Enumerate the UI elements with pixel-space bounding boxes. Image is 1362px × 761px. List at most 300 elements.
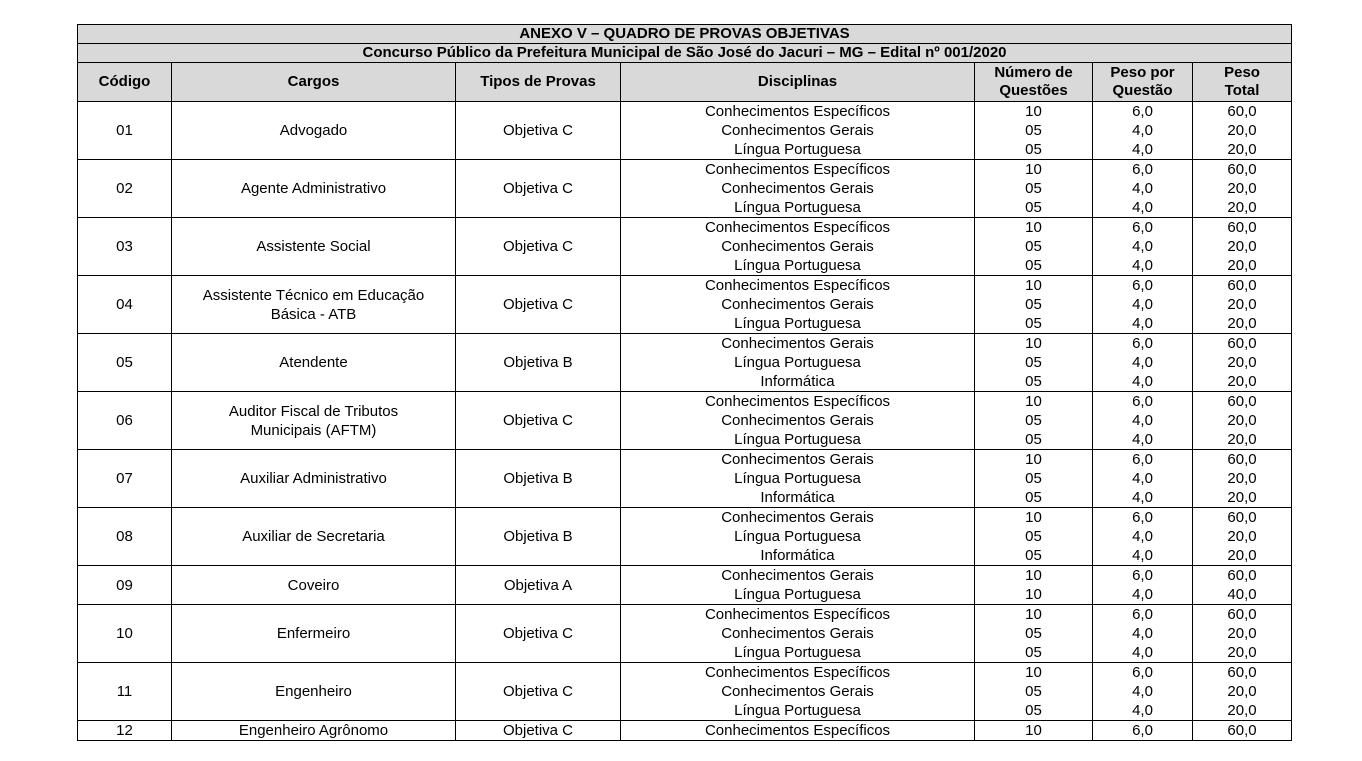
- cell-total-value: 20,0: [1227, 528, 1257, 545]
- cell-peso-value: 6,0: [1132, 393, 1153, 410]
- cell-disciplina: [621, 102, 975, 160]
- cell-peso: [1093, 508, 1193, 566]
- cell-numero-value: 05: [1025, 141, 1042, 158]
- cell-numero-lines: [975, 663, 1092, 720]
- cell-peso-value: 6,0: [1132, 567, 1153, 584]
- cargo-line: Auxiliar Administrativo: [240, 470, 387, 487]
- cell-peso-value: 4,0: [1132, 354, 1153, 371]
- cell-codigo: 02: [78, 160, 172, 218]
- cell-disciplina-value: Conhecimentos Específicos: [704, 103, 891, 120]
- cell-numero: [975, 566, 1093, 605]
- document-page: [77, 24, 1291, 741]
- cell-numero-value: 05: [1025, 489, 1042, 506]
- header-codigo: Código: [78, 63, 172, 102]
- cell-cargo: [172, 663, 456, 721]
- cell-total: [1193, 102, 1292, 160]
- cell-peso-value: 4,0: [1132, 489, 1153, 506]
- cell-disciplina-value: Conhecimentos Gerais: [721, 180, 874, 197]
- cell-numero-lines: [975, 605, 1092, 662]
- cell-peso-value: 4,0: [1132, 122, 1153, 139]
- cell-disciplina-value: Língua Portuguesa: [734, 431, 861, 448]
- cell-peso-value: 6,0: [1132, 161, 1153, 178]
- cell-peso-value: 4,0: [1132, 315, 1153, 332]
- cell-tipo: Objetiva C: [456, 663, 621, 721]
- cell-disciplina-value: Língua Portuguesa: [734, 199, 861, 216]
- cell-numero: [975, 450, 1093, 508]
- cell-peso: [1093, 276, 1193, 334]
- cell-tipo: Objetiva C: [456, 276, 621, 334]
- cell-total: [1193, 392, 1292, 450]
- cargo-line: Atendente: [279, 354, 348, 371]
- table-row: [78, 218, 1292, 276]
- cell-peso-lines: [1093, 450, 1192, 507]
- cell-numero-value: 10: [1025, 219, 1042, 236]
- cell-disciplina-value: Língua Portuguesa: [734, 257, 861, 274]
- cell-numero: [975, 218, 1093, 276]
- cell-total-lines: [1193, 450, 1291, 507]
- cell-numero-value: 05: [1025, 257, 1042, 274]
- cell-disciplina-value: Língua Portuguesa: [734, 470, 861, 487]
- cell-numero-value: 10: [1025, 664, 1042, 681]
- table-row: [78, 508, 1292, 566]
- cargo-line: Enfermeiro: [276, 625, 351, 642]
- cell-peso-value: 4,0: [1132, 683, 1153, 700]
- cell-total-value: 60,0: [1227, 567, 1257, 584]
- table-row: [78, 334, 1292, 392]
- cell-disciplina: [621, 450, 975, 508]
- cell-numero-lines: [975, 276, 1092, 333]
- cell-total-value: 20,0: [1227, 489, 1257, 506]
- cell-total: [1193, 450, 1292, 508]
- cell-disciplina-value: Conhecimentos Específicos: [704, 393, 891, 410]
- cell-numero-value: 05: [1025, 625, 1042, 642]
- cell-disciplina-lines: [621, 721, 974, 740]
- header-peso-questao: [1093, 63, 1193, 102]
- cell-total-lines: [1193, 102, 1291, 159]
- cell-tipo: Objetiva B: [456, 334, 621, 392]
- cargo-line: Engenheiro: [275, 683, 352, 700]
- cell-cargo: [172, 508, 456, 566]
- cell-numero-value: 05: [1025, 547, 1042, 564]
- cell-codigo: 04: [78, 276, 172, 334]
- cell-total-value: 60,0: [1227, 103, 1257, 120]
- cell-total: [1193, 663, 1292, 721]
- cell-numero-value: 10: [1025, 335, 1042, 352]
- cell-cargo: [172, 218, 456, 276]
- cell-tipo: Objetiva C: [456, 218, 621, 276]
- cell-disciplina-value: Conhecimentos Específicos: [704, 219, 891, 236]
- cell-disciplina-value: Língua Portuguesa: [734, 644, 861, 661]
- cell-total-value: 20,0: [1227, 257, 1257, 274]
- cell-disciplina-value: Língua Portuguesa: [734, 141, 861, 158]
- header-numero-line2: Questões: [999, 82, 1068, 99]
- header-tipos: Tipos de Provas: [456, 63, 621, 102]
- table-title: ANEXO V – QUADRO DE PROVAS OBJETIVAS: [78, 25, 1292, 44]
- cell-peso-value: 4,0: [1132, 296, 1153, 313]
- cell-disciplina-value: Conhecimentos Gerais: [721, 238, 874, 255]
- cell-total-lines: [1193, 160, 1291, 217]
- cell-cargo: [172, 721, 456, 741]
- cell-cargo: [172, 334, 456, 392]
- cell-disciplina-value: Língua Portuguesa: [734, 315, 861, 332]
- cell-tipo: Objetiva A: [456, 566, 621, 605]
- header-numero-line1: Número de: [994, 64, 1073, 81]
- cell-numero: [975, 721, 1093, 741]
- cell-peso-value: 4,0: [1132, 180, 1153, 197]
- cargo-line: Assistente Social: [256, 238, 371, 255]
- cell-total-value: 20,0: [1227, 315, 1257, 332]
- cell-peso: [1093, 721, 1193, 741]
- cell-disciplina-lines: [621, 276, 974, 333]
- table-row: [78, 160, 1292, 218]
- cell-peso: [1093, 663, 1193, 721]
- cell-cargo: [172, 566, 456, 605]
- cell-total: [1193, 334, 1292, 392]
- cell-numero-value: 05: [1025, 122, 1042, 139]
- cell-total-value: 20,0: [1227, 141, 1257, 158]
- cell-total-value: 60,0: [1227, 451, 1257, 468]
- cell-numero-value: 10: [1025, 722, 1042, 739]
- header-peso-line1: Peso por: [1110, 64, 1175, 81]
- cell-numero-value: 05: [1025, 296, 1042, 313]
- cargo-line: Auxiliar de Secretaria: [242, 528, 385, 545]
- cell-peso-value: 6,0: [1132, 219, 1153, 236]
- cell-numero-value: 05: [1025, 412, 1042, 429]
- cell-peso: [1093, 160, 1193, 218]
- cell-peso-value: 6,0: [1132, 722, 1153, 739]
- cell-disciplina-value: Língua Portuguesa: [734, 528, 861, 545]
- cell-total-value: 20,0: [1227, 373, 1257, 390]
- cell-cargo: [172, 276, 456, 334]
- cell-numero-value: 10: [1025, 393, 1042, 410]
- cell-peso-lines: [1093, 160, 1192, 217]
- cell-numero-value: 05: [1025, 702, 1042, 719]
- cell-total-value: 20,0: [1227, 122, 1257, 139]
- cell-peso: [1093, 605, 1193, 663]
- cell-disciplina: [621, 566, 975, 605]
- table-row: [78, 663, 1292, 721]
- cell-numero-value: 05: [1025, 528, 1042, 545]
- cell-peso: [1093, 450, 1193, 508]
- cell-total-lines: [1193, 605, 1291, 662]
- cell-disciplina-value: Conhecimentos Específicos: [704, 277, 891, 294]
- cargo-line: Auditor Fiscal de Tributos: [228, 402, 399, 420]
- cell-disciplina-lines: [621, 605, 974, 662]
- cell-total-value: 60,0: [1227, 393, 1257, 410]
- cell-disciplina-value: Conhecimentos Gerais: [721, 509, 874, 526]
- cell-total-lines: [1193, 276, 1291, 333]
- cell-disciplina-value: Conhecimentos Gerais: [721, 296, 874, 313]
- table-subtitle: Concurso Público da Prefeitura Municipal de São José do Jacuri – MG – Edital nº 001/2020: [78, 44, 1292, 63]
- cell-peso-value: 4,0: [1132, 412, 1153, 429]
- header-disciplinas: Disciplinas: [621, 63, 975, 102]
- cell-total-lines: [1193, 218, 1291, 275]
- cell-disciplina-value: Conhecimentos Gerais: [721, 122, 874, 139]
- cell-peso-lines: [1093, 334, 1192, 391]
- cell-peso-lines: [1093, 663, 1192, 720]
- cell-peso-value: 6,0: [1132, 335, 1153, 352]
- cell-peso-value: 4,0: [1132, 238, 1153, 255]
- cell-total: [1193, 508, 1292, 566]
- cell-disciplina-lines: [621, 566, 974, 604]
- cell-numero-value: 05: [1025, 431, 1042, 448]
- cell-total-value: 60,0: [1227, 161, 1257, 178]
- cell-total-value: 20,0: [1227, 199, 1257, 216]
- cell-total-value: 20,0: [1227, 238, 1257, 255]
- cell-disciplina-value: Conhecimentos Gerais: [721, 567, 874, 584]
- table-row: [78, 605, 1292, 663]
- cell-numero-lines: [975, 508, 1092, 565]
- cell-total-value: 20,0: [1227, 412, 1257, 429]
- cell-peso-lines: [1093, 605, 1192, 662]
- cell-disciplina: [621, 392, 975, 450]
- table-row: [78, 276, 1292, 334]
- cell-numero-value: 05: [1025, 683, 1042, 700]
- cell-disciplina-lines: [621, 663, 974, 720]
- cell-disciplina: [621, 160, 975, 218]
- cell-disciplina-value: Informática: [760, 373, 835, 390]
- cargo-line: Coveiro: [287, 576, 340, 594]
- cell-disciplina-lines: [621, 218, 974, 275]
- cell-numero: [975, 102, 1093, 160]
- cell-total-value: 20,0: [1227, 547, 1257, 564]
- header-numero-questoes: [975, 63, 1093, 102]
- header-total-line2: Total: [1224, 82, 1260, 99]
- cell-numero: [975, 334, 1093, 392]
- cell-peso-lines: [1093, 508, 1192, 565]
- cell-numero: [975, 663, 1093, 721]
- cell-numero-value: 10: [1025, 161, 1042, 178]
- cell-total-lines: [1193, 663, 1291, 720]
- cell-numero-value: 10: [1025, 277, 1042, 294]
- cell-tipo: Objetiva B: [456, 508, 621, 566]
- cell-codigo: 07: [78, 450, 172, 508]
- cell-total: [1193, 721, 1292, 741]
- cell-total-value: 20,0: [1227, 625, 1257, 642]
- cell-total: [1193, 160, 1292, 218]
- cell-peso-lines: [1093, 721, 1192, 740]
- cell-numero-lines: [975, 218, 1092, 275]
- header-total-line1: Peso: [1224, 64, 1260, 81]
- header-cargos: Cargos: [172, 63, 456, 102]
- cell-disciplina: [621, 334, 975, 392]
- cell-cargo: [172, 605, 456, 663]
- cell-disciplina-value: Conhecimentos Específicos: [704, 606, 891, 623]
- cargo-line: Básica - ATB: [270, 305, 357, 323]
- table-row: [78, 392, 1292, 450]
- cell-total-lines: [1193, 392, 1291, 449]
- cell-peso: [1093, 218, 1193, 276]
- cell-peso-value: 4,0: [1132, 586, 1153, 603]
- cell-tipo: Objetiva C: [456, 392, 621, 450]
- cell-peso-value: 6,0: [1132, 664, 1153, 681]
- cell-numero-lines: [975, 160, 1092, 217]
- cell-tipo: Objetiva C: [456, 605, 621, 663]
- cell-total-value: 60,0: [1227, 606, 1257, 623]
- cell-disciplina: [621, 721, 975, 741]
- cell-peso-value: 4,0: [1132, 528, 1153, 545]
- cell-peso-value: 4,0: [1132, 702, 1153, 719]
- cell-total-value: 20,0: [1227, 470, 1257, 487]
- cell-codigo: 08: [78, 508, 172, 566]
- cell-total-value: 20,0: [1227, 296, 1257, 313]
- cell-total-value: 20,0: [1227, 431, 1257, 448]
- cell-total-value: 60,0: [1227, 722, 1257, 739]
- cell-peso-value: 4,0: [1132, 141, 1153, 158]
- cargo-line: Advogado: [279, 122, 348, 139]
- cell-total: [1193, 218, 1292, 276]
- cell-numero-value: 05: [1025, 238, 1042, 255]
- cargo-line: Municipais (AFTM): [250, 421, 377, 439]
- cell-total: [1193, 605, 1292, 663]
- cell-numero: [975, 276, 1093, 334]
- cell-peso: [1093, 334, 1193, 392]
- cell-codigo: 11: [78, 663, 172, 721]
- cell-peso-value: 6,0: [1132, 606, 1153, 623]
- cell-tipo: Objetiva C: [456, 102, 621, 160]
- cell-disciplina-lines: [621, 508, 974, 565]
- cell-codigo: 03: [78, 218, 172, 276]
- cell-disciplina-value: Conhecimentos Gerais: [721, 412, 874, 429]
- cell-disciplina-value: Informática: [760, 489, 835, 506]
- cell-codigo: 01: [78, 102, 172, 160]
- cell-disciplina-lines: [621, 392, 974, 449]
- cell-codigo: 10: [78, 605, 172, 663]
- cell-peso: [1093, 102, 1193, 160]
- cell-total-value: 20,0: [1227, 702, 1257, 719]
- cell-peso-value: 4,0: [1132, 431, 1153, 448]
- cell-numero-value: 05: [1025, 180, 1042, 197]
- cell-disciplina-value: Conhecimentos Específicos: [704, 161, 891, 178]
- cell-numero: [975, 160, 1093, 218]
- cell-peso-lines: [1093, 102, 1192, 159]
- cell-numero-value: 10: [1025, 606, 1042, 623]
- table-body: [78, 102, 1292, 741]
- cell-peso-value: 4,0: [1132, 625, 1153, 642]
- cell-peso-value: 6,0: [1132, 277, 1153, 294]
- cell-peso: [1093, 566, 1193, 605]
- cell-numero-value: 05: [1025, 199, 1042, 216]
- cell-total-value: 20,0: [1227, 683, 1257, 700]
- cell-total-lines: [1193, 334, 1291, 391]
- table-row: [78, 566, 1292, 605]
- cell-total-value: 20,0: [1227, 354, 1257, 371]
- cell-numero-value: 05: [1025, 470, 1042, 487]
- cell-numero: [975, 508, 1093, 566]
- cell-codigo: 09: [78, 566, 172, 605]
- cell-tipo: Objetiva B: [456, 450, 621, 508]
- cell-disciplina-lines: [621, 334, 974, 391]
- cell-disciplina-value: Conhecimentos Gerais: [721, 451, 874, 468]
- cell-numero-value: 05: [1025, 373, 1042, 390]
- cell-disciplina-value: Conhecimentos Específicos: [704, 664, 891, 681]
- cell-numero: [975, 392, 1093, 450]
- cell-numero-value: 05: [1025, 644, 1042, 661]
- table-row: [78, 721, 1292, 741]
- cell-total-value: 60,0: [1227, 219, 1257, 236]
- cell-numero-lines: [975, 102, 1092, 159]
- cell-peso-value: 6,0: [1132, 451, 1153, 468]
- cell-peso-value: 4,0: [1132, 257, 1153, 274]
- cell-numero-value: 05: [1025, 315, 1042, 332]
- cell-numero-value: 10: [1025, 509, 1042, 526]
- cell-numero-value: 10: [1025, 103, 1042, 120]
- cell-peso-value: 4,0: [1132, 373, 1153, 390]
- cell-total-lines: [1193, 721, 1291, 740]
- cargo-line: Engenheiro Agrônomo: [238, 722, 389, 739]
- cell-numero-lines: [975, 721, 1092, 740]
- cell-total-value: 20,0: [1227, 180, 1257, 197]
- cell-peso: [1093, 392, 1193, 450]
- cell-peso-value: 4,0: [1132, 644, 1153, 661]
- cell-peso-value: 6,0: [1132, 509, 1153, 526]
- cell-numero: [975, 605, 1093, 663]
- table-row: [78, 102, 1292, 160]
- cell-disciplina-value: Conhecimentos Específicos: [704, 722, 891, 739]
- cell-disciplina: [621, 663, 975, 721]
- cargo-line: Agente Administrativo: [240, 180, 387, 197]
- table-row: [78, 450, 1292, 508]
- cell-peso-value: 4,0: [1132, 470, 1153, 487]
- cell-total-lines: [1193, 508, 1291, 565]
- cargo-line: Assistente Técnico em Educação: [202, 286, 425, 304]
- cell-codigo: 06: [78, 392, 172, 450]
- cell-numero-value: 10: [1025, 586, 1042, 603]
- cell-peso-lines: [1093, 566, 1192, 604]
- cell-disciplina-lines: [621, 160, 974, 217]
- cell-disciplina: [621, 276, 975, 334]
- cell-peso-lines: [1093, 276, 1192, 333]
- cell-disciplina-value: Informática: [760, 547, 835, 564]
- cell-total-value: 60,0: [1227, 664, 1257, 681]
- cell-disciplina-value: Conhecimentos Gerais: [721, 335, 874, 352]
- cell-cargo: [172, 450, 456, 508]
- header-peso-line2: Questão: [1112, 82, 1173, 99]
- cell-peso-value: 4,0: [1132, 547, 1153, 564]
- cell-numero-lines: [975, 450, 1092, 507]
- cell-total: [1193, 276, 1292, 334]
- cell-numero-value: 05: [1025, 354, 1042, 371]
- cell-disciplina-value: Língua Portuguesa: [734, 354, 861, 371]
- cell-peso-lines: [1093, 218, 1192, 275]
- cell-total-value: 60,0: [1227, 509, 1257, 526]
- cell-peso-value: 4,0: [1132, 199, 1153, 216]
- cell-numero-lines: [975, 566, 1092, 604]
- cell-total-value: 60,0: [1227, 277, 1257, 294]
- cell-tipo: Objetiva C: [456, 160, 621, 218]
- cell-cargo: [172, 160, 456, 218]
- cell-disciplina-value: Língua Portuguesa: [734, 586, 861, 603]
- cell-cargo: [172, 392, 456, 450]
- cell-disciplina: [621, 218, 975, 276]
- cell-codigo: 12: [78, 721, 172, 741]
- cell-total-value: 60,0: [1227, 335, 1257, 352]
- cell-cargo: [172, 102, 456, 160]
- cell-disciplina-lines: [621, 450, 974, 507]
- cell-numero-lines: [975, 392, 1092, 449]
- header-peso-total: [1193, 63, 1292, 102]
- cell-tipo: Objetiva C: [456, 721, 621, 741]
- cell-total-lines: [1193, 566, 1291, 604]
- cell-numero-value: 10: [1025, 451, 1042, 468]
- cell-disciplina-value: Conhecimentos Gerais: [721, 625, 874, 642]
- cell-peso-value: 6,0: [1132, 103, 1153, 120]
- cell-codigo: 05: [78, 334, 172, 392]
- cell-total-value: 20,0: [1227, 644, 1257, 661]
- cell-peso-lines: [1093, 392, 1192, 449]
- cell-numero-lines: [975, 334, 1092, 391]
- cell-total: [1193, 566, 1292, 605]
